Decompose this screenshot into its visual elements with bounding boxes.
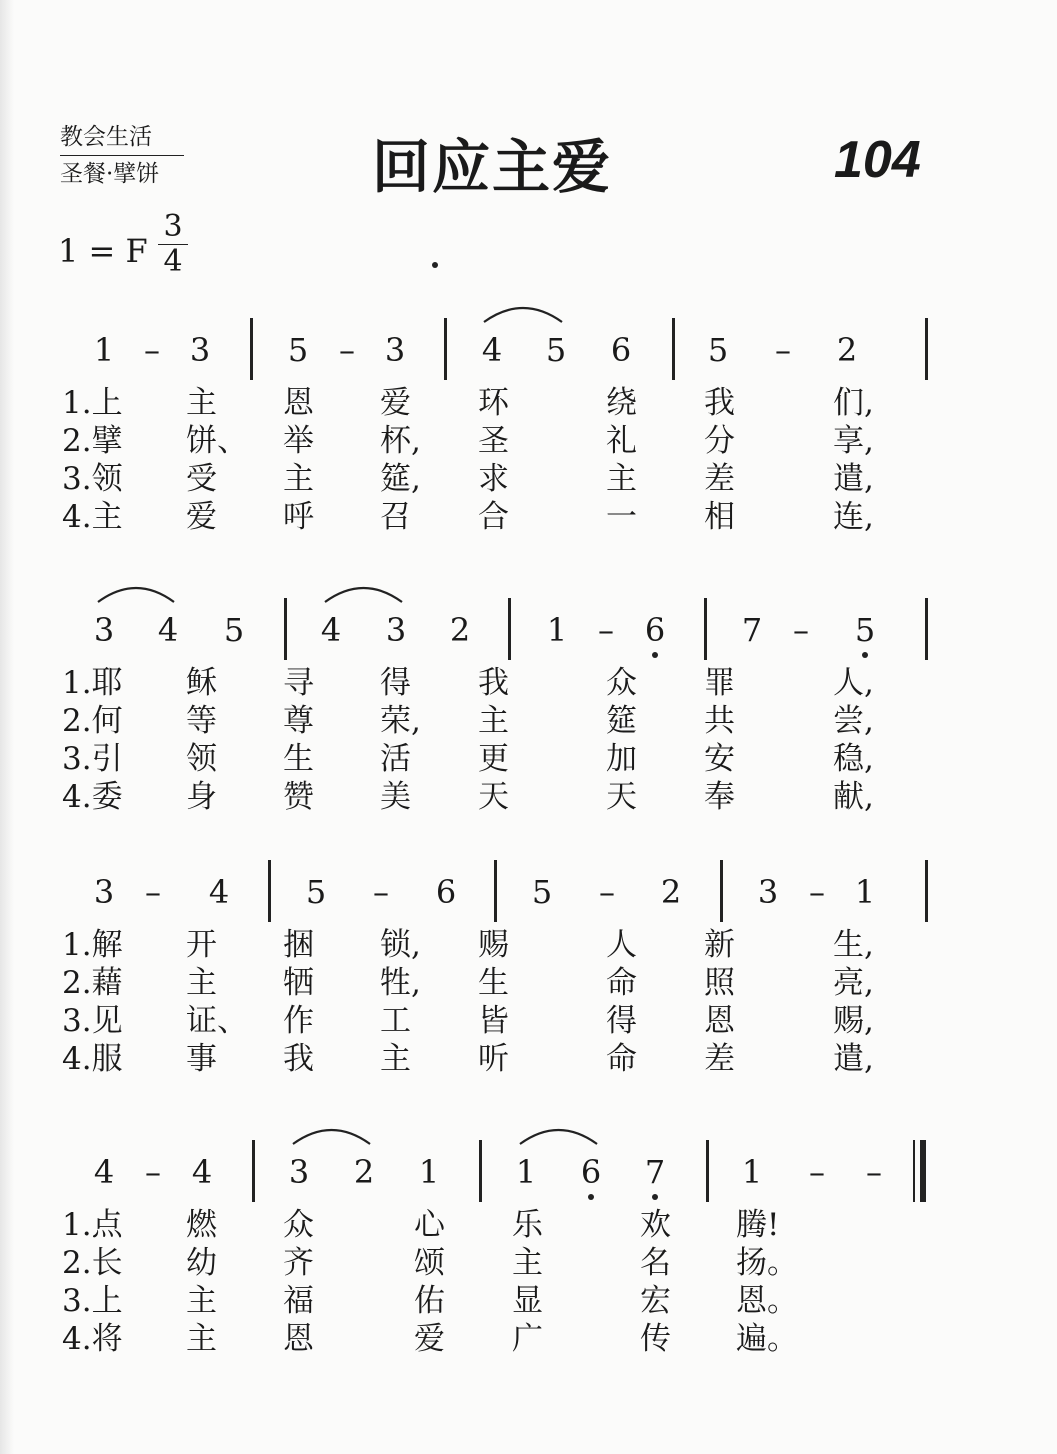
- note: 3: [757, 873, 779, 911]
- bar-line: [925, 598, 928, 660]
- lyric-syllable: 3.上: [62, 1283, 123, 1319]
- note: 6: [610, 331, 632, 369]
- bar-line: [479, 1140, 482, 1202]
- bar-line: [284, 598, 287, 660]
- note: 2: [836, 331, 858, 369]
- lyric-syllable: 显: [512, 1283, 543, 1319]
- lyric-syllable: 牲,: [380, 965, 421, 1001]
- note: 4: [93, 1153, 115, 1191]
- lyric-syllable: 领: [186, 741, 217, 777]
- lyric-syllable: 证、: [186, 1003, 248, 1039]
- bar-line: [252, 1140, 255, 1202]
- lyric-syllable: 听: [478, 1041, 509, 1077]
- lyric-syllable: 爱: [380, 385, 411, 421]
- lyric-syllable: 差: [704, 1041, 735, 1077]
- lyric-syllable: 众: [606, 665, 637, 701]
- lyric-syllable: 工: [380, 1003, 411, 1039]
- lyric-syllable: 主: [380, 1041, 411, 1077]
- final-bar-thin: [913, 1140, 915, 1202]
- lyric-syllable: 照: [704, 965, 735, 1001]
- note: –: [373, 873, 389, 911]
- lyric-syllable: 幼: [186, 1245, 217, 1281]
- octave-dot: [588, 1194, 594, 1200]
- lyric-syllable: 筵,: [380, 461, 421, 497]
- lyric-syllable: 众: [283, 1207, 314, 1243]
- note: 2: [660, 873, 682, 911]
- lyric-syllable: 2.长: [62, 1245, 123, 1281]
- lyric-syllable: 宏: [640, 1283, 671, 1319]
- lyric-syllable: 2.擘: [62, 423, 123, 459]
- lyric-syllable: 受: [186, 461, 217, 497]
- lyric-syllable: 稳,: [833, 741, 874, 777]
- lyric-syllable: 赐: [478, 927, 509, 963]
- note: 1: [93, 331, 115, 369]
- lyric-syllable: 4.服: [62, 1041, 123, 1077]
- octave-dot: [862, 652, 868, 658]
- lyric-syllable: 3.引: [62, 741, 123, 777]
- lyric-syllable: 事: [186, 1041, 217, 1077]
- lyric-syllable: 呼: [283, 499, 314, 535]
- lyric-syllable: 佑: [414, 1283, 445, 1319]
- lyric-syllable: 4.主: [62, 499, 123, 535]
- lyric-syllable: 恩。: [736, 1283, 798, 1319]
- note: 5: [707, 331, 729, 369]
- lyric-syllable: 筵: [606, 703, 637, 739]
- lyric-syllable: 锁,: [380, 927, 421, 963]
- category-bottom: 圣餐·擘饼: [60, 161, 160, 187]
- note: 3: [385, 611, 407, 649]
- lyric-syllable: 牺: [283, 965, 314, 1001]
- bar-line: [268, 860, 271, 922]
- note: 4: [191, 1153, 213, 1191]
- key-signature: 1 = F: [58, 232, 148, 270]
- lyric-syllable: 们,: [833, 385, 874, 421]
- lyric-syllable: 人: [606, 927, 637, 963]
- note: –: [809, 1153, 825, 1191]
- lyric-syllable: 1.上: [62, 385, 123, 421]
- lyric-syllable: 得: [606, 1003, 637, 1039]
- note: –: [793, 611, 809, 649]
- lyric-syllable: 主: [606, 461, 637, 497]
- lyric-syllable: 举: [283, 423, 314, 459]
- note: 5: [545, 331, 567, 369]
- note: 3: [93, 611, 115, 649]
- time-bottom: 4: [163, 244, 183, 279]
- lyric-syllable: 共: [704, 703, 735, 739]
- note: 6: [435, 873, 457, 911]
- lyric-syllable: 稣: [186, 665, 217, 701]
- lyric-syllable: 生: [478, 965, 509, 1001]
- lyric-syllable: 罪: [704, 665, 735, 701]
- lyric-syllable: 命: [606, 1041, 637, 1077]
- lyric-syllable: 寻: [283, 665, 314, 701]
- note: –: [866, 1153, 882, 1191]
- lyric-syllable: 3.领: [62, 461, 123, 497]
- slur: [482, 300, 564, 326]
- note: –: [339, 331, 355, 369]
- lyric-syllable: 召: [380, 499, 411, 535]
- category-rule: [60, 155, 184, 156]
- note: 1: [854, 873, 876, 911]
- bar-line: [250, 318, 253, 380]
- lyric-syllable: 新: [704, 927, 735, 963]
- lyric-syllable: 主: [512, 1245, 543, 1281]
- slur: [518, 1122, 599, 1148]
- lyric-syllable: 美: [380, 779, 411, 815]
- lyric-syllable: 活: [380, 741, 411, 777]
- lyric-syllable: 颂: [414, 1245, 445, 1281]
- note: 3: [384, 331, 406, 369]
- lyric-syllable: 欢: [640, 1207, 671, 1243]
- lyric-syllable: 分: [704, 423, 735, 459]
- lyric-syllable: 开: [186, 927, 217, 963]
- lyric-syllable: 我: [478, 665, 509, 701]
- note: 5: [223, 611, 245, 649]
- lyric-syllable: 饼、: [186, 423, 248, 459]
- note: 5: [531, 873, 553, 911]
- lyric-syllable: 安: [704, 741, 735, 777]
- lyric-syllable: 3.见: [62, 1003, 123, 1039]
- note: 1: [546, 611, 568, 649]
- lyric-syllable: 天: [478, 779, 509, 815]
- lyric-syllable: 差: [704, 461, 735, 497]
- note: 6: [644, 611, 666, 649]
- note: 2: [353, 1153, 375, 1191]
- page-edge: [0, 0, 14, 1454]
- time-top: 3: [163, 209, 183, 244]
- lyric-syllable: 主: [478, 703, 509, 739]
- lyric-syllable: 主: [283, 461, 314, 497]
- octave-dot: [652, 1194, 658, 1200]
- category-top: 教会生活: [60, 124, 152, 150]
- note: –: [775, 331, 791, 369]
- note: 3: [93, 873, 115, 911]
- lyric-syllable: 1.解: [62, 927, 123, 963]
- lyric-syllable: 等: [186, 703, 217, 739]
- note: 6: [580, 1153, 602, 1191]
- bar-line: [925, 860, 928, 922]
- note: 5: [854, 611, 876, 649]
- octave-dot: [652, 652, 658, 658]
- lyric-syllable: 燃: [186, 1207, 217, 1243]
- slur: [96, 580, 176, 606]
- slur: [291, 1122, 372, 1148]
- lyric-syllable: 4.将: [62, 1321, 123, 1357]
- bar-line: [720, 860, 723, 922]
- bar-line: [925, 318, 928, 380]
- note: –: [809, 873, 825, 911]
- lyric-syllable: 天: [606, 779, 637, 815]
- lyric-syllable: 求: [478, 461, 509, 497]
- lyric-syllable: 恩: [704, 1003, 735, 1039]
- note: 4: [157, 611, 179, 649]
- note: –: [599, 873, 615, 911]
- lyric-syllable: 杯,: [380, 423, 421, 459]
- note: –: [598, 611, 614, 649]
- lyric-syllable: 捆: [283, 927, 314, 963]
- lyric-syllable: 齐: [283, 1245, 314, 1281]
- note: –: [145, 1153, 161, 1191]
- stray-dot: [432, 262, 438, 268]
- lyric-syllable: 享,: [833, 423, 874, 459]
- final-bar-thick: [920, 1140, 926, 1202]
- note: 1: [741, 1153, 763, 1191]
- category-label: [60, 120, 184, 191]
- lyric-syllable: 合: [478, 499, 509, 535]
- lyric-syllable: 我: [283, 1041, 314, 1077]
- note: 4: [320, 611, 342, 649]
- lyric-syllable: 恩: [283, 1321, 314, 1357]
- lyric-syllable: 加: [606, 741, 637, 777]
- lyric-syllable: 乐: [512, 1207, 543, 1243]
- lyric-syllable: 遍。: [736, 1321, 798, 1357]
- lyric-syllable: 亮,: [833, 965, 874, 1001]
- lyric-syllable: 遣,: [833, 461, 874, 497]
- bar-line: [444, 318, 447, 380]
- bar-line: [508, 598, 511, 660]
- lyric-syllable: 得: [380, 665, 411, 701]
- note: 7: [644, 1153, 666, 1191]
- time-signature: [158, 210, 188, 279]
- lyric-syllable: 2.何: [62, 703, 123, 739]
- lyric-syllable: 名: [640, 1245, 671, 1281]
- lyric-syllable: 赞: [283, 779, 314, 815]
- lyric-syllable: 礼: [606, 423, 637, 459]
- lyric-syllable: 命: [606, 965, 637, 1001]
- lyric-syllable: 荣,: [380, 703, 421, 739]
- lyric-syllable: 4.委: [62, 779, 123, 815]
- bar-line: [672, 318, 675, 380]
- lyric-syllable: 皆: [478, 1003, 509, 1039]
- lyric-syllable: 主: [186, 1321, 217, 1357]
- lyric-syllable: 人,: [833, 665, 874, 701]
- note: 4: [208, 873, 230, 911]
- lyric-syllable: 绕: [606, 385, 637, 421]
- hymn-number: 104: [834, 131, 921, 189]
- lyric-syllable: 一: [606, 499, 637, 535]
- lyric-syllable: 主: [186, 385, 217, 421]
- lyric-syllable: 更: [478, 741, 509, 777]
- lyric-syllable: 生,: [833, 927, 874, 963]
- lyric-syllable: 腾!: [736, 1207, 780, 1243]
- note: 5: [287, 331, 309, 369]
- note: 7: [741, 611, 763, 649]
- lyric-syllable: 爱: [186, 499, 217, 535]
- lyric-syllable: 尝,: [833, 703, 874, 739]
- lyric-syllable: 奉: [704, 779, 735, 815]
- lyric-syllable: 连,: [833, 499, 874, 535]
- note: 2: [449, 611, 471, 649]
- lyric-syllable: 环: [478, 385, 509, 421]
- bar-line: [704, 598, 707, 660]
- lyric-syllable: 身: [186, 779, 217, 815]
- lyric-syllable: 扬。: [736, 1245, 798, 1281]
- lyric-syllable: 1.耶: [62, 665, 123, 701]
- lyric-syllable: 主: [186, 965, 217, 1001]
- note: 4: [481, 331, 503, 369]
- note: 1: [515, 1153, 537, 1191]
- lyric-syllable: 赐,: [833, 1003, 874, 1039]
- note: –: [144, 331, 160, 369]
- lyric-syllable: 爱: [414, 1321, 445, 1357]
- slur: [323, 580, 404, 606]
- note: 3: [189, 331, 211, 369]
- lyric-syllable: 传: [640, 1321, 671, 1357]
- lyric-syllable: 圣: [478, 423, 509, 459]
- bar-line: [494, 860, 497, 922]
- note: 3: [288, 1153, 310, 1191]
- lyric-syllable: 我: [704, 385, 735, 421]
- lyric-syllable: 尊: [283, 703, 314, 739]
- note: 1: [418, 1153, 440, 1191]
- lyric-syllable: 广: [512, 1321, 543, 1357]
- lyric-syllable: 1.点: [62, 1207, 123, 1243]
- lyric-syllable: 作: [283, 1003, 314, 1039]
- note: 5: [305, 873, 327, 911]
- hymn-title: 回应主爱: [372, 133, 613, 201]
- lyric-syllable: 心: [414, 1207, 445, 1243]
- lyric-syllable: 福: [283, 1283, 314, 1319]
- lyric-syllable: 生: [283, 741, 314, 777]
- lyric-syllable: 主: [186, 1283, 217, 1319]
- note: –: [145, 873, 161, 911]
- bar-line: [706, 1140, 709, 1202]
- lyric-syllable: 献,: [833, 779, 874, 815]
- lyric-syllable: 遣,: [833, 1041, 874, 1077]
- lyric-syllable: 恩: [283, 385, 314, 421]
- lyric-syllable: 相: [704, 499, 735, 535]
- lyric-syllable: 2.藉: [62, 965, 123, 1001]
